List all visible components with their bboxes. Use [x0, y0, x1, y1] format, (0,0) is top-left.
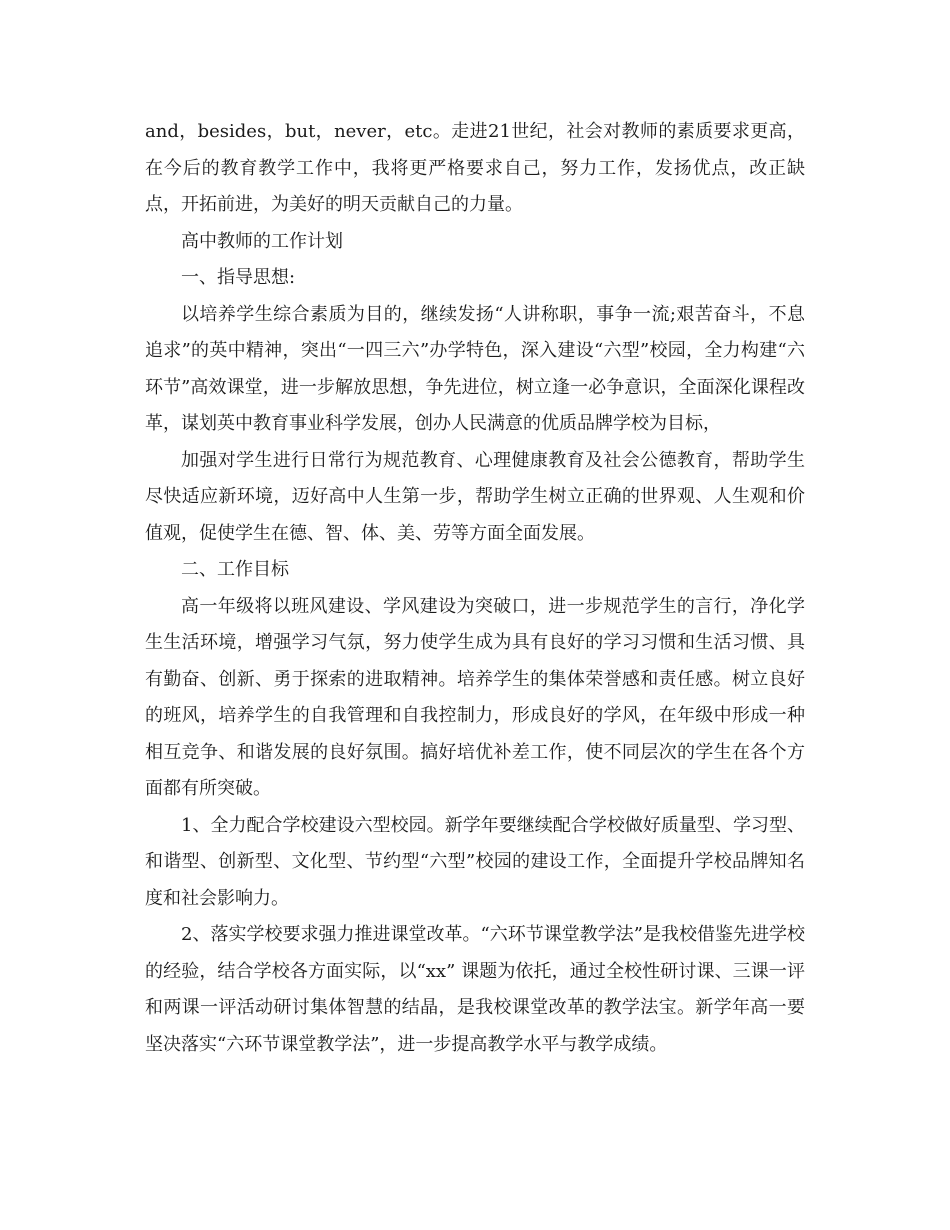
heading-guiding-thought: 一、指导思想:	[181, 267, 296, 288]
document-body	[145, 114, 805, 1063]
heading-work-goals: 二、工作目标	[181, 559, 289, 580]
paragraph-work-goals: 高一年级将以班风建设、学风建设为突破口，进一步规范学生的言行，净化学生生活环境，增强学习气氛，努力使学生成为具有良好的学习习惯和生活习惯、具有勤奋、创新、勇于探索的进取精神。培养学生的集体荣誉感和责任感。树立良好的班风，培养学生的自我管理和自我控制力，形成良好的学风，在年级中形成一种相互竞争、和谐发展的良好氛围。搞好培优补差工作，使不同层次的学生在各个方面都有所突破。	[145, 595, 805, 799]
paragraph-student-education: 加强对学生进行日常行为规范教育、心理健康教育及社会公德教育，帮助学生尽快适应新环境，迈好高中人生第一步，帮助学生树立正确的世界观、人生观和价值观，促使学生在德、智、体、美、劳等方面全面发展。	[145, 449, 805, 544]
paragraph-continuation: and，besides，but，never，etc。走进21世纪，社会对教师的素质要求更高，在今后的教育教学工作中，我将更严格要求自己，努力工作，发扬优点，改正缺点，开拓前进，为美好的明天贡献自己的力量。	[145, 121, 805, 215]
section-title: 高中教师的工作计划	[181, 230, 343, 252]
paragraph-item-1: 1、全力配合学校建设六型校园。新学年要继续配合学校做好质量型、学习型、和谐型、创新型、文化型、节约型“六型”校园的建设工作，全面提升学校品牌知名度和社会影响力。	[145, 814, 805, 909]
paragraph-item-2: 2、落实学校要求强力推进课堂改革。“六环节课堂教学法”是我校借鉴先进学校的经验，结合学校各方面实际，以“xx” 课题为依托，通过全校性研讨课、三课一评和两课一评活动研讨集体智慧的结晶，是我校课堂改革的教学法宝。新学年高一要坚决落实“六环节课堂教学法”，进一步提高教学水平与教学成绩。	[145, 924, 805, 1055]
paragraph-guiding-thought: 以培养学生综合素质为目的，继续发扬“人讲称职，事争一流;艰苦奋斗，不息追求”的英中精神，突出“一四三六”办学特色，深入建设“六型”校园，全力构建“六环节”高效课堂，进一步解放思想，争先进位，树立逢一必争意识，全面深化课程改革，谋划英中教育事业科学发展，创办人民满意的优质品牌学校为目标，	[145, 303, 805, 434]
